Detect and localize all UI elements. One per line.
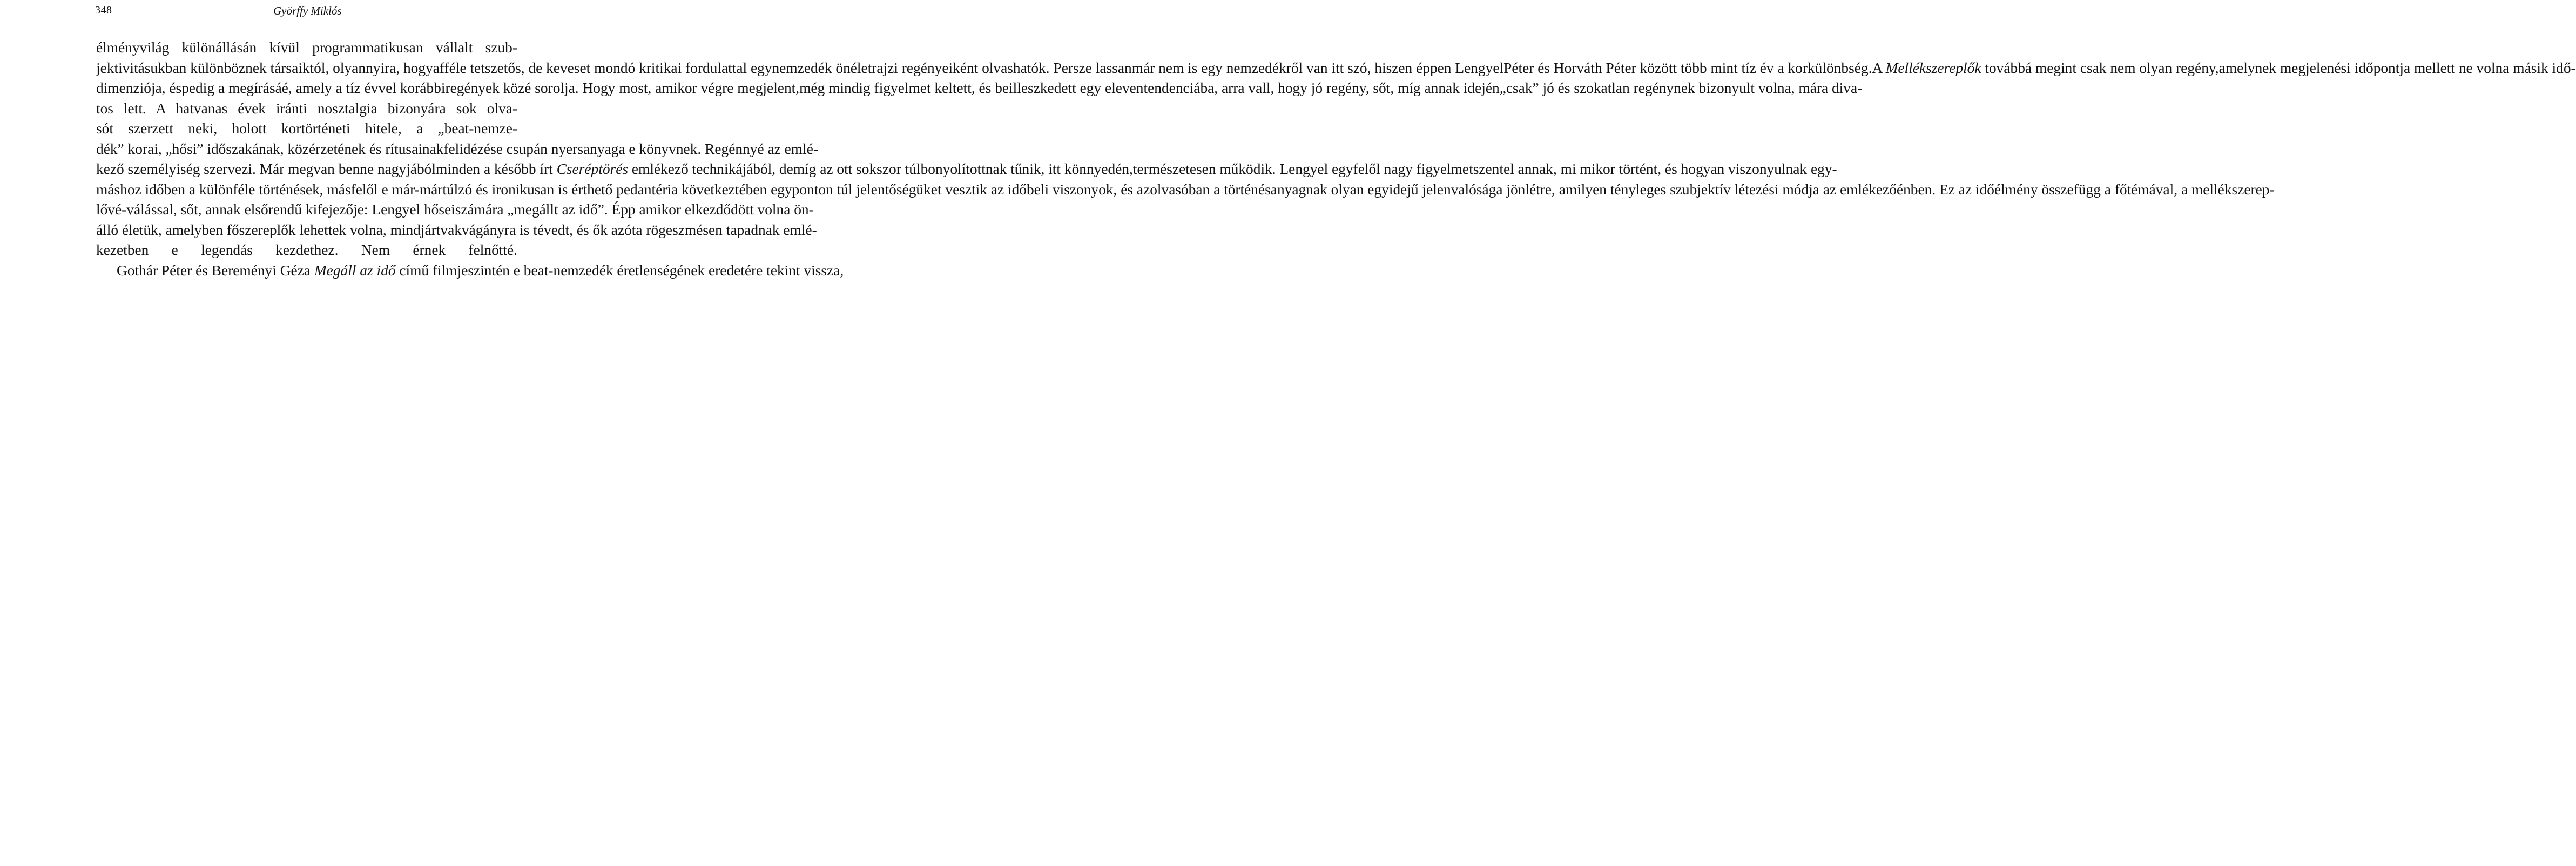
text-segment: élményvilág különállásán kívül programmatikusan vállalt szub- [96, 39, 517, 56]
text-line [1144, 80, 1500, 96]
text-segment: regények közé sorolja. Hogy most, amikor végre megjelent, [445, 80, 800, 97]
body-text [96, 38, 2576, 281]
text-segment: túlzó és ironikusan is érthető pedantéria következtében egy [442, 181, 792, 198]
text-segment: szentel annak, mi mikor történt, és hogyan viszonyulnak egy- [1473, 161, 1837, 178]
text-line [1872, 60, 2218, 76]
text-segment: kezetben e legendás kezdethez. Nem érnek felnőtté. [96, 242, 517, 259]
text-segment: minden a később írt [435, 161, 557, 178]
text-segment: Gothár Péter és Bereményi Géza [117, 262, 314, 279]
text-segment: tendenciába, arra vall, hogy jó regény, sőt, míg annak idején [1143, 80, 1500, 97]
text-segment: szintén e beat-nemzedék éretlenségének eredetére tekint vissza, [468, 262, 844, 279]
text-segment: nemzedék önéletrajzi regényeiként olvashatók. Persze lassan [772, 59, 1132, 76]
text-segment: afféle tetszetős, de keveset mondó kritikai fordulattal egy [433, 59, 772, 76]
text-segment: dimenziója, éspedig a megírásáé, amely a tíz évvel korábbi [96, 80, 446, 97]
text-segment: olvasóban a történésanyagnak olyan egyidejű jelenvalósága jön [1150, 181, 1526, 198]
text-line [96, 60, 433, 76]
text-line [1525, 181, 1897, 198]
page-header [95, 4, 517, 21]
text-line [442, 181, 792, 198]
text-segment: míg az ott sokszor túlbonyolítottnak tűnik, itt könnyedén, [793, 161, 1133, 178]
text-segment: tos lett. A hatvanas évek iránti nosztalgia bizonyára sok olva- [96, 100, 517, 117]
text-line [96, 242, 517, 258]
text-line [1500, 80, 1863, 96]
text-line [96, 120, 517, 137]
text-line [443, 141, 818, 157]
text-line [793, 161, 1133, 177]
text-line [799, 80, 1143, 96]
text-line [1473, 161, 1837, 177]
text-segment: továbbá megint csak nem olyan regény, [1981, 59, 2219, 76]
italic-title: Cseréptörés [556, 161, 629, 178]
text-segment: Péter és Horváth Péter között több mint tíz év a korkülönbség. [1503, 59, 1872, 76]
text-segment: amelynek megjelenési időpontja mellett ne volna másik idő- [2218, 59, 2576, 76]
text-segment: lővé-válással, sőt, annak elsőrendű kifejezője: Lengyel hősei [96, 201, 455, 218]
text-line [96, 201, 455, 218]
italic-title: Mellékszereplők [1885, 59, 1981, 76]
text-line [96, 222, 440, 238]
text-segment: vakvágányra is tévedt, és ők azóta rögeszmésen tapadnak emlé- [440, 221, 817, 238]
text-line [455, 201, 814, 218]
text-line [1897, 181, 2275, 198]
text-segment: „csak” jó és szokatlan regénynek bizonyult volna, mára diva- [1499, 80, 1863, 97]
text-segment: létre, amilyen tényleges szubjektív létezési módja az emlékező [1525, 181, 1897, 198]
text-line [96, 161, 436, 177]
text-line [96, 181, 442, 198]
text-segment: már nem is egy nemzedékről van itt szó, hiszen éppen Lengyel [1131, 59, 1504, 76]
text-segment: még mindig figyelmet keltett, és beilleszkedett egy eleven [799, 80, 1144, 97]
text-line [445, 80, 799, 96]
paragraph [96, 261, 844, 281]
text-segment: című filmje [395, 262, 468, 279]
text-segment: máshoz időben a különféle történések, másfelől e már-már [96, 181, 443, 198]
text-line [440, 222, 817, 238]
text-line [436, 161, 793, 177]
text-segment: emlékező technikájából, de [628, 161, 793, 178]
text-line [2219, 60, 2576, 76]
text-line [468, 262, 844, 279]
italic-title: Megáll az idő [314, 262, 396, 279]
text-line [96, 262, 468, 279]
text-line [1150, 181, 1525, 198]
text-line [792, 181, 1150, 198]
text-segment: ponton túl jelentőségüket vesztik az időbeli viszonyok, és az [792, 181, 1150, 198]
text-segment: számára „megállt az idő”. Épp amikor elkezdődött volna ön- [455, 201, 814, 218]
text-line [433, 60, 772, 76]
text-segment: jektivitásukban különböznek társaiktól, olyannyira, hogy [96, 59, 433, 76]
text-segment: A [1872, 59, 1886, 76]
text-line [1503, 60, 1872, 76]
text-segment: természetesen működik. Lengyel egyfelől nagy figyelmet [1132, 161, 1473, 178]
page-number: 348 [95, 4, 112, 16]
paragraph [96, 38, 2576, 261]
text-line [1132, 60, 1503, 76]
text-line [96, 100, 517, 117]
running-head-author: Györffy Miklós [273, 4, 342, 17]
text-line [96, 39, 517, 56]
text-segment: énben. Ez az időélmény összefügg a főtémával, a mellékszerep- [1896, 181, 2275, 198]
text-segment: dék” korai, „hősi” időszakának, közérzetének és rítusainak [96, 140, 444, 157]
text-segment: sót szerzett neki, holott kortörténeti hitele, a „beat-nemze- [96, 120, 517, 137]
text-line [96, 80, 445, 96]
text-line [96, 141, 443, 157]
text-segment: álló életük, amelyben főszereplők lehettek volna, mindjárt [96, 221, 441, 238]
text-segment: felidézése csupán nyersanyaga e könyvnek. Regénnyé az emlé- [443, 140, 818, 157]
text-line [1133, 161, 1473, 177]
text-line [772, 60, 1132, 76]
text-segment: kező személyiség szervezi. Már megvan benne nagyjából [96, 161, 436, 178]
